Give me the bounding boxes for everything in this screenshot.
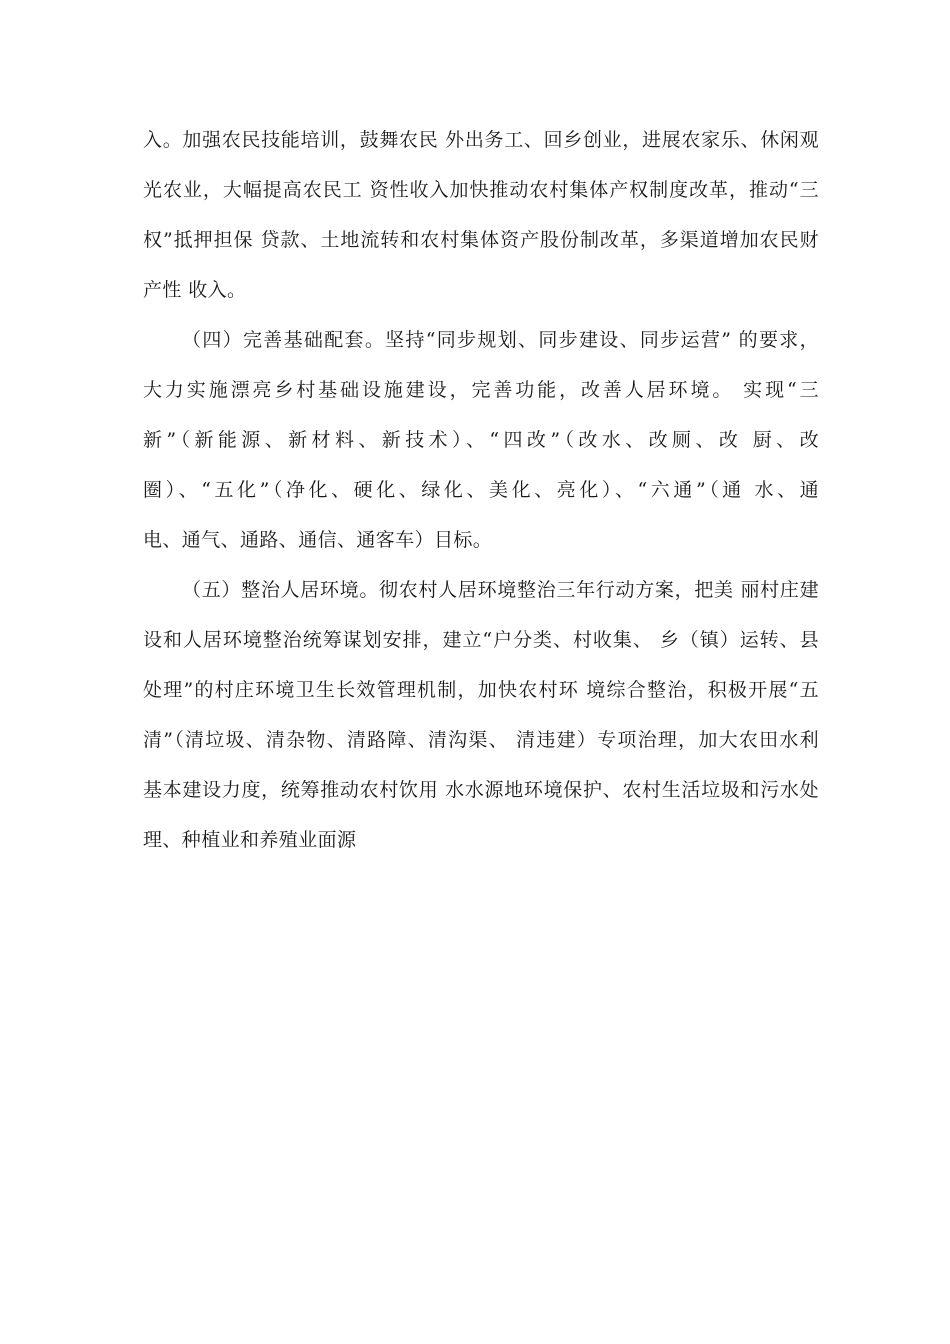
paragraph-1-line-2: 光农业，大幅提高农民工 资性收入加快推动农村集体产权制度改革，推动“三 [143,179,819,201]
paragraph-3-line-2: 设和人居环境整治统筹谋划安排，建立“户分类、村收集、 乡（镇）运转、县 [143,629,819,651]
paragraph-1-line-3: 权”抵押担保 贷款、土地流转和农村集体资产股份制改革，多渠道增加农民财 [143,229,819,251]
paragraph-1-line-1: 入。加强农民技能培训，鼓舞农民 外出务工、回乡创业，进展农家乐、休闲观 [143,129,819,151]
paragraph-3-line-4: 清”（清垃圾、清杂物、清路障、清沟渠、 清违建）专项治理，加大农田水利 [143,729,819,751]
paragraph-1-line-4: 产性 收入。 [143,279,247,301]
paragraph-3-line-6: 理、种植业和养殖业面源 [143,829,357,851]
paragraph-3-line-1: （五）整治人居环境。彻农村人居环境整治三年行动方案，把美 丽村庄建 [182,579,819,601]
paragraph-2-line-4: 圈）、“五化”（净化、硬化、绿化、美化、亮化）、“六通”（通 水、通 [143,479,819,501]
paragraph-3-line-3: 处理”的村庄环境卫生长效管理机制，加快农村环 境综合整治，积极开展“五 [143,679,819,701]
paragraph-2-line-3: 新”（新能源、新材料、新技术）、“四改”（改水、改厕、改 厨、改 [143,429,819,451]
paragraph-2-line-5: 电、通气、通路、通信、通客车）目标。 [143,529,493,551]
paragraph-3-line-5: 基本建设力度，统筹推动农村饮用 水水源地环境保护、农村生活垃圾和污水处 [143,779,819,801]
paragraph-2-line-2: 大力实施漂亮乡村基础设施建设，完善功能，改善人居环境。 实现“三 [143,379,819,401]
paragraph-2-line-1: （四）完善基础配套。坚持“同步规划、同步建设、同步运营” 的要求， [182,329,819,351]
